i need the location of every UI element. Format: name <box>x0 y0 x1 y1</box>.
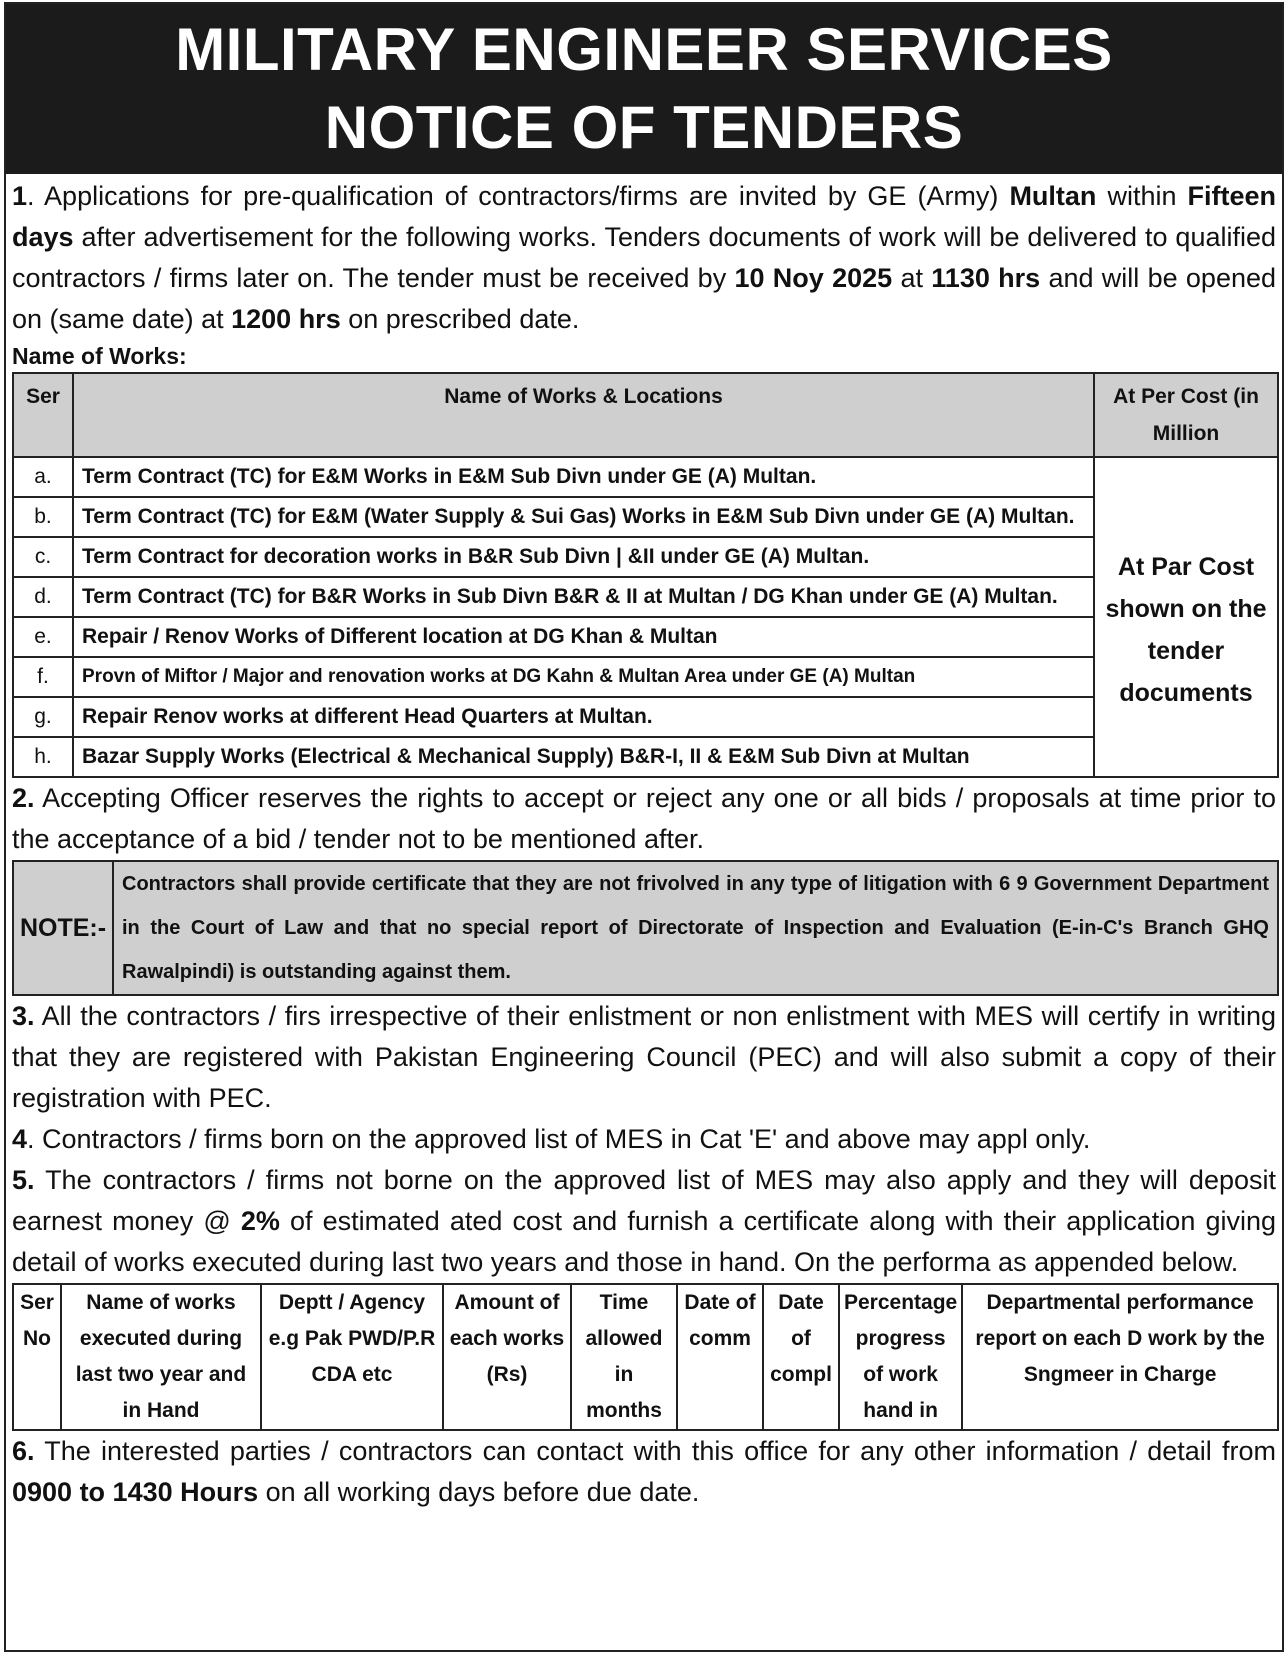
header-title: MILITARY ENGINEER SERVICES <box>175 16 1113 83</box>
paragraph-5: 5. The contractors / firms not borne on the approved list of MES may also apply and they will deposit earnest money @ 2% of estimated ated cost and furnish a certificate along with their application giving detail of works executed during last two years and those in hand. On the performa as appended below. <box>12 1165 1277 1277</box>
works-heading: Name of Works: <box>12 343 187 369</box>
paragraph-2: 2. Accepting Officer reserves the rights to accept or reject any one or all bids / proposals at time prior to the acceptance of a bid / tender not to be mentioned after. <box>12 783 1276 854</box>
table-row: a. Term Contract (TC) for E&M Works in E&M Sub Divn under GE (A) Multan. At Par Cost shown on the tender documents <box>13 457 1278 497</box>
table-row: c. Term Contract for decoration works in B&R Sub Divn | &II under GE (A) Multan. <box>13 537 1278 577</box>
paragraph-4: 4. Contractors / firms born on the approved list of MES in Cat 'E' and above may appl only. <box>12 1124 1091 1154</box>
perf-col-compl: Date of compl <box>763 1284 839 1430</box>
perf-col-report: Departmental performance report on each D work by the Sngmeer in Charge <box>962 1284 1278 1430</box>
works-table <box>12 372 1279 778</box>
works-table-header <box>13 373 1278 457</box>
header-subtitle: NOTICE OF TENDERS <box>324 94 964 161</box>
table-row: g. Repair Renov works at different Head Quarters at Multan. <box>13 697 1278 737</box>
paragraph-6: 6. The interested parties / contractors can contact with this office for any other information / detail from 0900 to 1430 Hours on all working days before due date. <box>12 1436 1276 1507</box>
performa-header <box>13 1284 1278 1430</box>
perf-col-progress: Percentage progress of work hand in <box>839 1284 962 1430</box>
perf-col-ser: Ser No <box>13 1284 61 1430</box>
table-row: d. Term Contract (TC) for B&R Works in Sub Divn B&R & II at Multan / DG Khan under GE (A) Multan. <box>13 577 1278 617</box>
col-cost: At Per Cost (in Million <box>1094 373 1278 457</box>
table-row: f. Provn of Miftor / Major and renovation works at DG Kahn & Multan Area under GE (A) Multan <box>13 657 1278 697</box>
col-ser: Ser <box>13 373 73 457</box>
note-text: Contractors shall provide certificate that they are not frivolved in any type of litigation with 6 9 Government Department in the Court of Law and that no special report of Directorate of Inspection and Evaluation (E-in-C's Branch GHQ Rawalpindi) is outstanding against them. <box>113 861 1278 995</box>
cost-cell: At Par Cost shown on the tender documents <box>1094 457 1278 777</box>
paragraph-1: 1. Applications for pre-qualification of contractors/firms are invited by GE (Army) Multan within Fifteen days after advertisement for the following works. Tenders documents of work will be delivered to qualified contractors / firms later on. The tender must be received by 10 Noy 2025 at 1130 hrs and will be opened on (same date) at 1200 hrs on prescribed date. <box>12 181 1277 334</box>
paragraph-3: 3. All the contractors / firs irrespective of their enlistment or non enlistment with MES will certify in writing that they are registered with Pakistan Engineering Council (PEC) and will also submit a copy of their registration with PEC. <box>12 1001 1276 1113</box>
col-name: Name of Works & Locations <box>73 373 1094 457</box>
perf-col-comm: Date of comm <box>677 1284 763 1430</box>
perf-col-time: Time allowed in months <box>571 1284 677 1430</box>
perf-col-agency: Deptt / Agency e.g Pak PWD/P.R CDA etc <box>261 1284 443 1430</box>
perf-col-amount: Amount of each works (Rs) <box>443 1284 571 1430</box>
note-box <box>12 860 1279 996</box>
table-row: h. Bazar Supply Works (Electrical & Mechanical Supply) B&R-I, II & E&M Sub Divn at Multan <box>13 737 1278 777</box>
perf-col-works: Name of works executed during last two year and in Hand <box>61 1284 261 1430</box>
note-label: NOTE:- <box>13 861 113 995</box>
table-row: b. Term Contract (TC) for E&M (Water Supply & Sui Gas) Works in E&M Sub Divn under GE (A) Multan. <box>13 497 1278 537</box>
table-row: e. Repair / Renov Works of Different location at DG Khan & Multan <box>13 617 1278 657</box>
performa-table <box>12 1283 1279 1431</box>
tender-notice <box>4 2 1284 1652</box>
notice-header <box>6 4 1282 174</box>
